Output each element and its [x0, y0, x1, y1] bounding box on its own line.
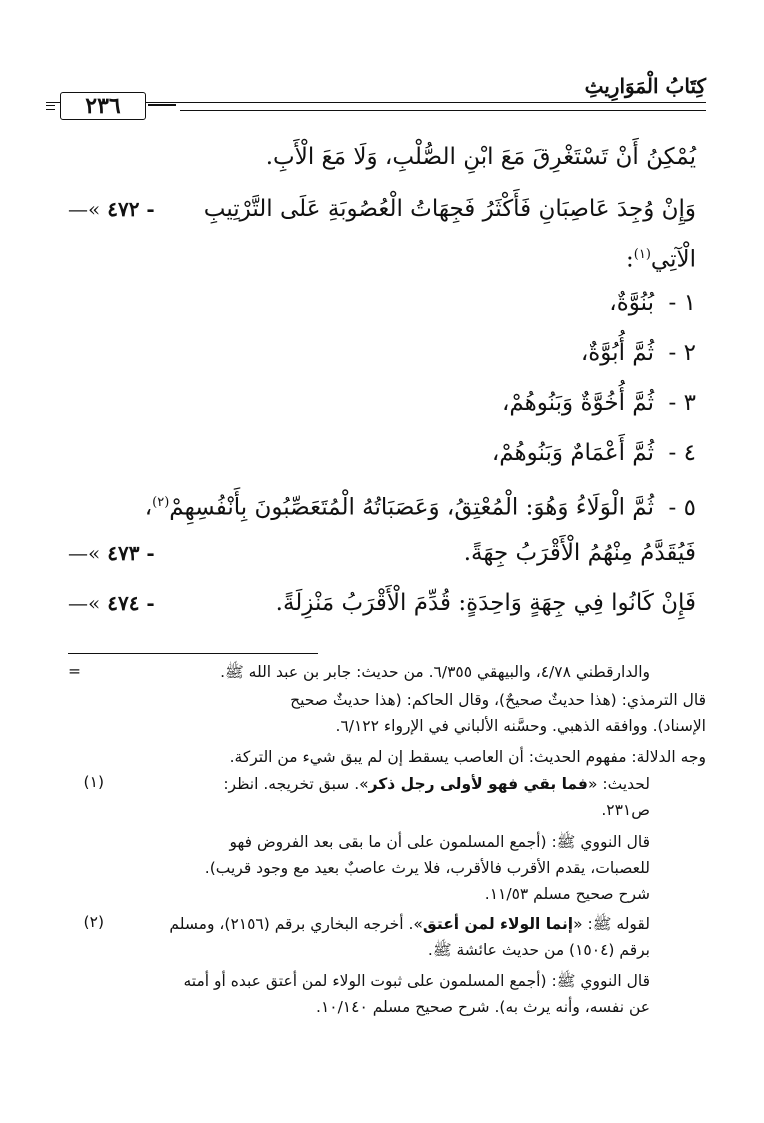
paragraph-473-text: فَيُقَدَّمُ مِنْهُمُ الْأَقْرَبُ جِهَةً. [463, 540, 696, 566]
footnote-1-line: شرح صحيح مسلم ١١/٥٣. [484, 885, 650, 903]
header-rule-lower [180, 110, 706, 111]
footnote-line: الإسناد). ووافقه الذهبي. وحسَّنه الألباني في الإرواء ٦/١٢٢. [335, 717, 706, 735]
footnote-marker-1: (١) [83, 773, 104, 791]
list-item: ٤ -ثُمَّ أَعْمَامٌ وَبَنُوهُمْ، [491, 440, 696, 466]
paragraph-number-474: —« ٤٧٤ - [68, 591, 155, 615]
footnote-marker-2: (٢) [83, 913, 104, 931]
footnote-1-line: لحديث: «فما بقي فهو لأولى رجل ذكر». سبق تخريجه. انظر: [223, 775, 650, 793]
page-number-connector [148, 104, 176, 106]
paragraph-number-472: —« ٤٧٢ - [68, 197, 155, 221]
footnote-separator [68, 653, 318, 654]
list-item: ٢ -ثُمَّ أُبُوَّةٌ، [580, 340, 696, 366]
arrow-icon: —« [68, 197, 101, 221]
list-item: ١ -بُنُوَّةٌ، [609, 290, 696, 316]
chapter-title: كِتَابُ الْمَوَارِيثِ [584, 74, 706, 98]
paragraph-474-text: فَإِنْ كَانُوا فِي جِهَةٍ وَاحِدَةٍ: قُدِّمَ الْأَقْرَبُ مَنْزِلَةً. [275, 590, 696, 616]
footnote-line: وجه الدلالة: مفهوم الحديث: أن العاصب يسقط إن لم يبق شيء من التركة. [229, 748, 706, 766]
footnote-line: والدارقطني ٤/٧٨، والبيهقي ٦/٣٥٥. من حديث: جابر بن عبد الله ﷺ. [220, 663, 650, 681]
continuation-line: يُمْكِنُ أَنْ تَسْتَغْرِقَ مَعَ ابْنِ الصُّلْبِ، وَلَا مَعَ الْأَبِ. [265, 144, 696, 170]
header-rule-left-a [46, 105, 55, 106]
footnote-ref-2: (٢) [152, 495, 170, 510]
footnote-1-line: ص٢٣١. [601, 801, 650, 819]
footnote-2-line: عن نفسه، وأنه يرث به). شرح صحيح مسلم ١٠/١٤٠. [316, 998, 650, 1016]
footnote-ref-1: (١) [633, 247, 651, 262]
paragraph-472-line2: الْآتِي$^{(١)}$: [626, 246, 696, 273]
footnote-line: قال الترمذي: (هذا حديثٌ صحيحٌ)، وقال الحاكم: (هذا حديثٌ صحيح [290, 691, 706, 709]
page-number: ٢٣٦ [60, 92, 146, 120]
footnote-2-line: لقوله ﷺ: «إنما الولاء لمن أعتق». أخرجه البخاري برقم (٢١٥٦)، ومسلم [169, 915, 650, 933]
paragraph-472-line1: وَإِنْ وُجِدَ عَاصِبَانِ فَأَكْثَرُ فَجِهَاتُ الْعُصُوبَةِ عَلَى التَّرْتِيبِ [203, 196, 696, 222]
paragraph-number-473: —« ٤٧٣ - [68, 541, 155, 565]
footnote-continuation-marker: = [68, 662, 81, 680]
footnote-2-line: برقم (١٥٠٤) من حديث عائشة ﷺ. [427, 941, 650, 959]
header-rule-left-b [46, 109, 55, 110]
footnote-2-line: قال النووي ﷺ: (أجمع المسلمون على ثبوت الولاء لمن أعتق عبده أو أمته [183, 972, 650, 990]
footnote-1-line: قال النووي ﷺ: (أجمع المسلمون على أن ما بقى بعد الفروض فهو [229, 833, 650, 851]
list-item: ٣ -ثُمَّ أُخُوَّةٌ وَبَنُوهُمْ، [501, 390, 696, 416]
arrow-icon: —« [68, 541, 101, 565]
list-item: ٥ -ثُمَّ الْوَلَاءُ وَهُوَ: الْمُعْتِقُ، وَعَصَبَاتُهُ الْمُتَعَصِّبُونَ بِأَنْفُسِهِمْ$^{(٢)}$، [144, 494, 696, 521]
footnote-1-line: للعصبات، يقدم الأقرب فالأقرب، فلا يرث عاصبٌ بعيد مع وجود قريب). [204, 859, 650, 877]
arrow-icon: —« [68, 591, 101, 615]
